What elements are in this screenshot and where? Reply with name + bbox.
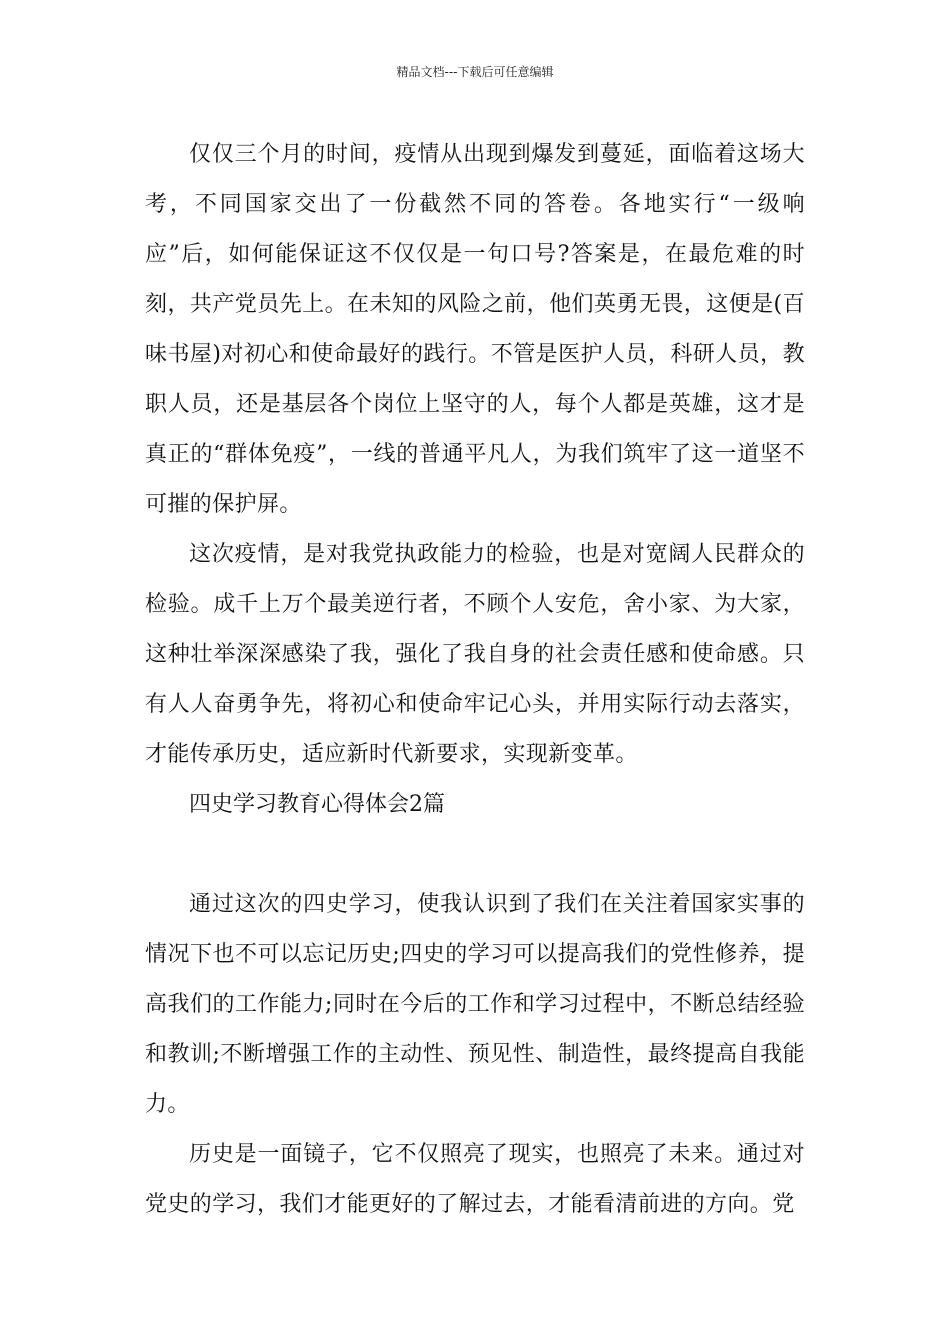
paragraph-1: 仅仅三个月的时间，疫情从出现到爆发到蔓延，面临着这场大考，不同国家交出了一份截然不同的答卷。各地实行“一级响应”后，如何能保证这不仅仅是一句口号?答案是，在最危难的时刻，共产党员先上。在未知的风险之前，他们英勇无畏，这便是(百味书屋)对初心和使命最好的践行。不管是医护人员，科研人员，教职人员，还是基层各个岗位上坚守的人，每个人都是英雄，这才是真正的“群体免疫”，一线的普通平凡人，为我们筑牢了这一道坚不可摧的保护屏。 — [145, 142, 805, 517]
paragraph-2: 这次疫情，是对我党执政能力的检验，也是对宽阔人民群众的检验。成千上万个最美逆行者，不顾个人安危，舍小家、为大家，这种壮举深深感染了我，强化了我自身的社会责任感和使命感。只有人人奋勇争先，将初心和使命牢记心头，并用实际行动去落实，才能传承历史，适应新时代新要求，实现新变革。 — [145, 542, 805, 767]
document-body — [145, 130, 805, 1230]
paragraph-4: 历史是一面镜子，它不仅照亮了现实，也照亮了未来。通过对党史的学习，我们才能更好的了解过去，才能看清前进的方向。党 — [145, 1142, 805, 1217]
paragraph-3: 通过这次的四史学习，使我认识到了我们在关注着国家实事的情况下也不可以忘记历史;四史的学习可以提高我们的党性修养，提高我们的工作能力;同时在今后的工作和学习过程中，不断总结经验和教训;不断增强工作的主动性、预见性、制造性，最终提高自我能力。 — [145, 892, 805, 1117]
blank-line — [145, 830, 805, 880]
page-header: 精品文档---下载后可任意编辑 — [396, 65, 554, 79]
section-title: 四史学习教育心得体会2篇 — [189, 792, 445, 817]
